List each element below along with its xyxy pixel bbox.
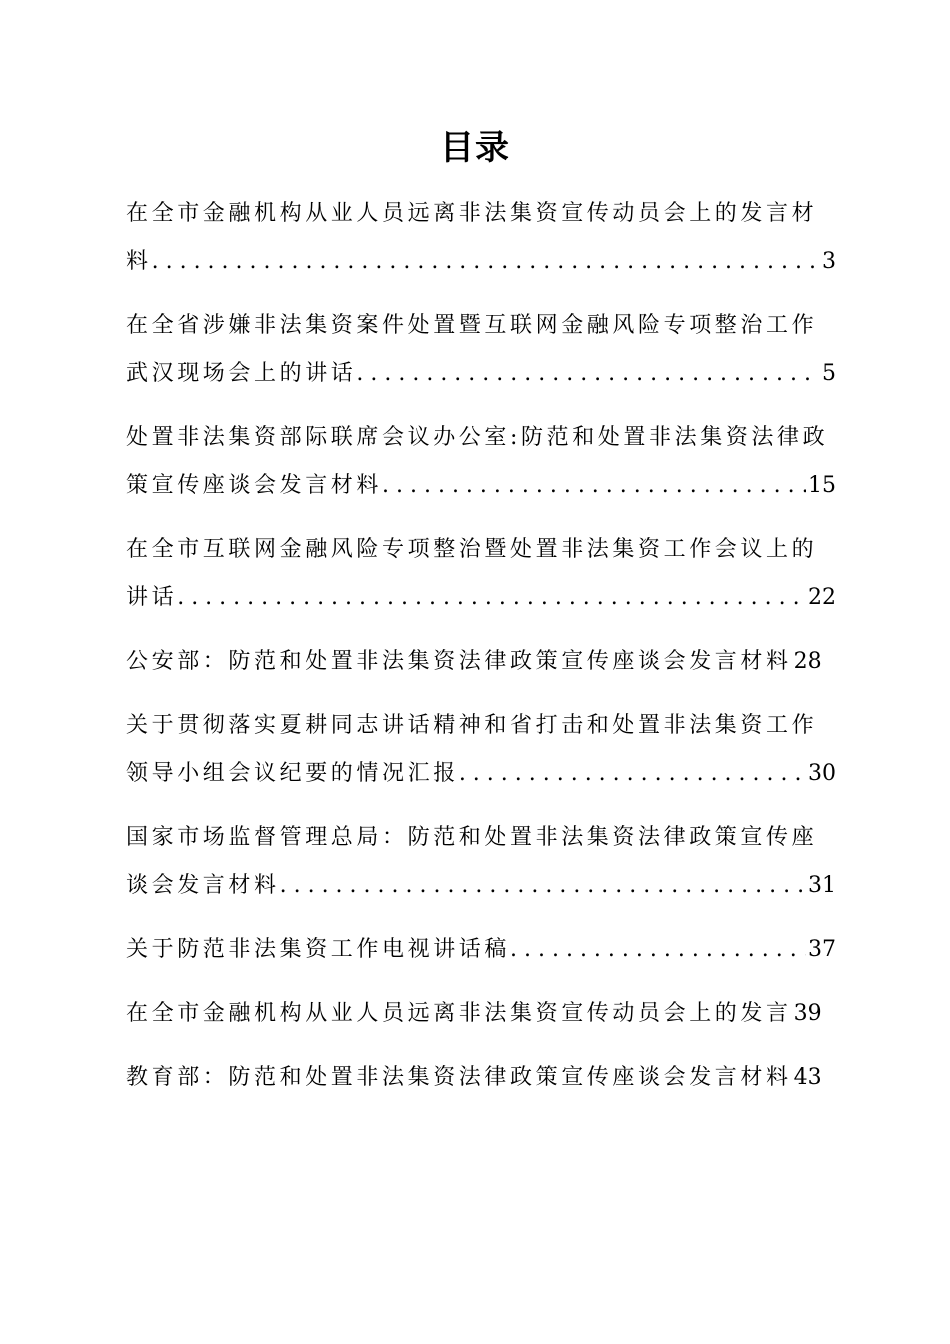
- toc-entry-title-line: 料: [126, 249, 152, 274]
- toc-entry-last-line: [126, 926, 836, 974]
- toc-entry-title-line: 公安部：防范和处置非法集资法律政策宣传座谈会发言材料: [126, 649, 792, 674]
- toc-page-number: 3: [822, 249, 836, 274]
- toc-page-number: 39: [793, 1001, 822, 1026]
- toc-entry-title-line: 谈会发言材料: [126, 873, 280, 898]
- toc-entry-last-line: [126, 238, 836, 286]
- dot-leader: [177, 574, 806, 622]
- toc-page-number: 15: [808, 473, 836, 498]
- toc-entry-last-line: [126, 574, 836, 622]
- toc-entry-last-line: [126, 350, 836, 398]
- toc-entry-title-line: 策宣传座谈会发言材料: [126, 473, 383, 498]
- toc-entry-last-line: [126, 862, 836, 910]
- toc-entry-title-line: 在全省涉嫌非法集资案件处置暨互联网金融风险专项整治工作: [126, 313, 818, 338]
- toc-page-number: 31: [808, 873, 836, 898]
- toc-entry[interactable]: [126, 926, 836, 974]
- toc-entry[interactable]: [126, 1054, 836, 1102]
- toc-page-number: 30: [808, 761, 836, 786]
- toc-entry[interactable]: [126, 814, 836, 910]
- toc-entry-title-line: 讲话: [126, 585, 178, 610]
- dot-leader: [382, 462, 806, 510]
- toc-entry[interactable]: [126, 990, 836, 1038]
- dot-leader: [510, 926, 806, 974]
- toc-entry[interactable]: [126, 190, 836, 286]
- toc-entry-title-line: 武汉现场会上的讲话: [126, 361, 357, 386]
- dot-leader: [280, 862, 806, 910]
- toc-page-number: 28: [793, 649, 822, 674]
- toc-entry-title-line: 在全市金融机构从业人员远离非法集资宣传动员会上的发言: [126, 1001, 792, 1026]
- toc-entry-title-line: 关于防范非法集资工作电视讲话稿: [126, 937, 511, 962]
- toc-entry[interactable]: [126, 638, 836, 686]
- dot-leader: [356, 350, 820, 398]
- toc-entry-title-line: 教育部：防范和处置非法集资法律政策宣传座谈会发言材料: [126, 1065, 792, 1090]
- toc-entry-title-line: 处置非法集资部际联席会议办公室:防范和处置非法集资法律政: [126, 425, 829, 450]
- toc-entry[interactable]: [126, 414, 836, 510]
- dot-leader: [152, 238, 820, 286]
- toc-entry-title-line: 在全市互联网金融风险专项整治暨处置非法集资工作会议上的: [126, 537, 818, 562]
- toc-entry-last-line: [126, 750, 836, 798]
- toc-page-number: 22: [808, 585, 836, 610]
- toc-entry-last-line: [126, 1054, 836, 1102]
- toc-entry-last-line: [126, 462, 836, 510]
- toc-entry-title-line: 国家市场监督管理总局：防范和处置非法集资法律政策宣传座: [126, 825, 818, 850]
- toc-entry-title-line: 在全市金融机构从业人员远离非法集资宣传动员会上的发言材: [126, 201, 818, 226]
- toc-page-number: 37: [808, 937, 836, 962]
- toc-entry[interactable]: [126, 526, 836, 622]
- toc-page-number: 5: [822, 361, 836, 386]
- toc-page-number: 43: [793, 1065, 822, 1090]
- toc-title: 目录: [440, 128, 510, 168]
- toc-entry-title-line: 关于贯彻落实夏耕同志讲话精神和省打击和处置非法集资工作: [126, 713, 818, 738]
- toc-entry-last-line: [126, 990, 836, 1038]
- toc-list: [126, 190, 836, 1118]
- toc-entry[interactable]: [126, 302, 836, 398]
- toc-entry-title-line: 领导小组会议纪要的情况汇报: [126, 761, 459, 786]
- dot-leader: [459, 750, 806, 798]
- toc-entry-last-line: [126, 638, 836, 686]
- toc-entry[interactable]: [126, 702, 836, 798]
